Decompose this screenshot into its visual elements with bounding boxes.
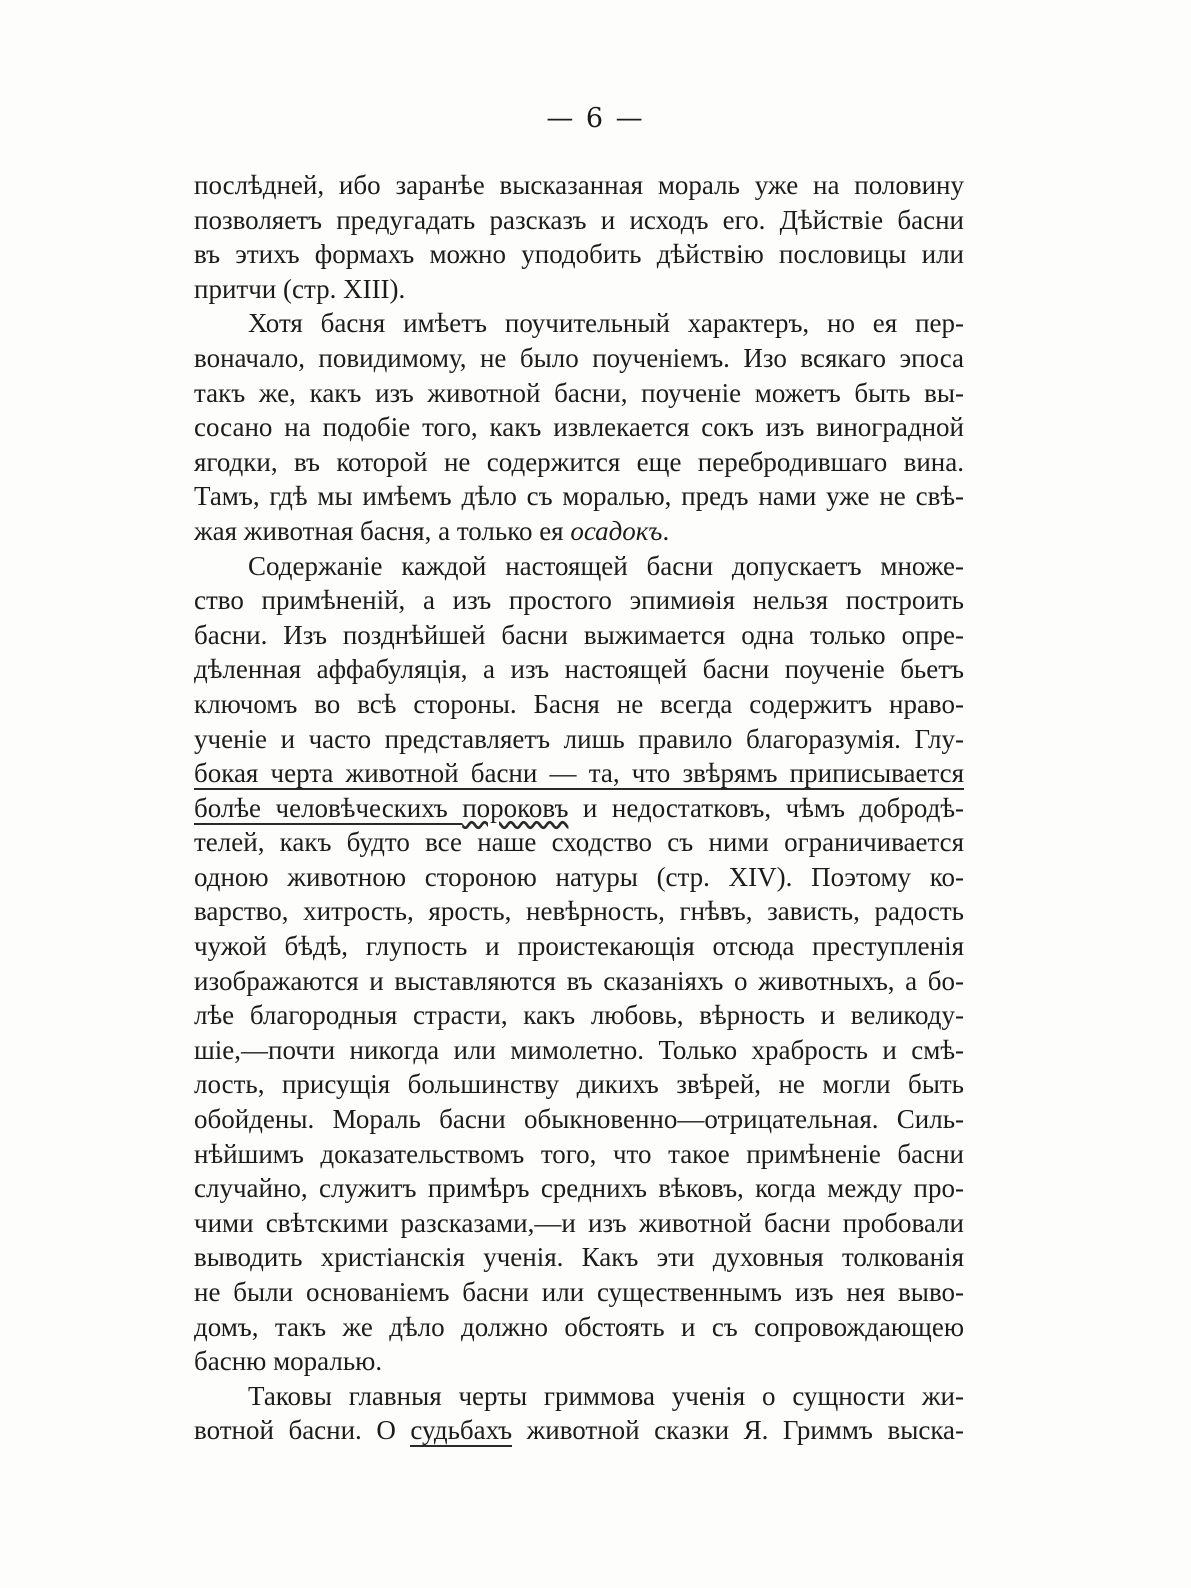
body-text — [194, 168, 964, 1448]
text-line: позволяетъ предугадать разсказъ и исходъ его. Дѣйствіе басни — [194, 204, 964, 235]
hand-underlined-text: бокая черта животной басни — та, что звѣрямъ приписывается — [194, 758, 964, 789]
text-fragment: вотной басни. О — [194, 1415, 411, 1446]
text-line: чужой бѣдѣ, глупость и проистекающія отсюда преступленія — [194, 931, 964, 962]
text-line: случайно, служитъ примѣръ среднихъ вѣковъ, когда между про- — [194, 1173, 964, 1204]
text-fragment: жая животная басня, а только ея — [194, 515, 571, 546]
text-line: басню моралью. — [194, 1346, 383, 1377]
text-line: Содержаніе каждой настоящей басни допускаетъ множе- — [248, 550, 964, 581]
text-line: обойдены. Мораль басни обыкновенно—отрицательная. Силь- — [194, 1104, 964, 1135]
text-line: варство, хитрость, ярость, невѣрность, гнѣвъ, зависть, радость — [194, 896, 964, 927]
text-line: нѣйшимъ доказательствомъ того, что такое примѣненіе басни — [194, 1138, 964, 1169]
wavy-underlined-word: пороковъ — [462, 792, 569, 823]
text-line: телей, какъ будто все наше сходство съ ними ограничивается — [194, 827, 964, 858]
text-line: Хотя басня имѣетъ поучительный характеръ, но ея пер- — [248, 308, 964, 339]
text-fragment: животной сказки Я. Гриммъ выска- — [512, 1415, 964, 1446]
text-line: домъ, такъ же дѣло должно обстоять и съ сопровождающею — [194, 1311, 964, 1342]
text-line: дѣленная аффабуляція, а изъ настоящей басни поученіе бьетъ — [194, 654, 964, 685]
text-line: ство примѣненій, а изъ простого эпимиѳія нельзя построить — [194, 585, 964, 616]
text-fragment: . — [662, 515, 670, 546]
text-line: сосано на подобіе того, какъ извлекается сокъ изъ виноградной — [194, 412, 964, 443]
text-line: чими свѣтскими разсказами,—и изъ животной басни пробовали — [194, 1207, 964, 1238]
hand-underlined-text: болѣе человѣческихъ — [194, 792, 463, 823]
text-line: Таковы главныя черты гриммова ученія о сущности жи- — [248, 1380, 964, 1411]
italic-word: осадокъ — [570, 515, 663, 546]
text-line: выводить христіанскія ученія. Какъ эти духовныя толкованія — [194, 1242, 964, 1273]
underlined-text-line — [194, 1413, 964, 1448]
text-line: шіе,—почти никогда или мимолетно. Только храбрость и смѣ- — [194, 1034, 964, 1065]
text-line: Тамъ, гдѣ мы имѣемъ дѣло съ моралью, предъ нами уже не свѣ- — [194, 481, 964, 512]
text-line: басни. Изъ позднѣйшей басни выжимается одна только опре- — [194, 619, 964, 650]
text-line: ключомъ во всѣ стороны. Басня не всегда содержитъ нраво- — [194, 688, 964, 719]
text-line: притчи (стр. XIII). — [194, 273, 406, 304]
text-line: воначало, повидимому, не было поученіемъ. Изо всякаго эпоса — [194, 342, 964, 373]
text-line: изображаются и выставляются въ сказаніяхъ о животныхъ, а бо- — [194, 965, 964, 996]
text-line — [194, 514, 964, 549]
text-line: ягодки, въ которой не содержится еще перебродившаго вина. — [194, 446, 964, 477]
hand-underlined-word: судьбахъ — [410, 1415, 513, 1446]
text-line: лѣе благородныя страсти, какъ любовь, вѣрность и великоду- — [194, 1000, 964, 1031]
underlined-text-line — [194, 756, 964, 791]
text-line: въ этихъ формахъ можно уподобить дѣйствію пословицы или — [194, 239, 964, 270]
text-line: послѣдней, ибо заранѣе высказанная мораль уже на половину — [194, 170, 964, 200]
underlined-text-line — [194, 791, 964, 826]
page-number: — 6 — — [546, 103, 645, 134]
text-line: лость, присущія большинству дикихъ звѣрей, не могли быть — [194, 1069, 964, 1100]
text-line: ученіе и часто представляетъ лишь правило благоразумія. Глу- — [194, 723, 964, 754]
text-line: одною животною стороною натуры (стр. XIV). Поэтому ко- — [194, 861, 964, 892]
text-line: такъ же, какъ изъ животной басни, поученіе можетъ быть вы- — [194, 377, 964, 408]
text-line: не были основаніемъ басни или существеннымъ изъ нея выво- — [194, 1277, 964, 1307]
text-fragment: и недостатковъ, чѣмъ добродѣ- — [568, 792, 964, 823]
